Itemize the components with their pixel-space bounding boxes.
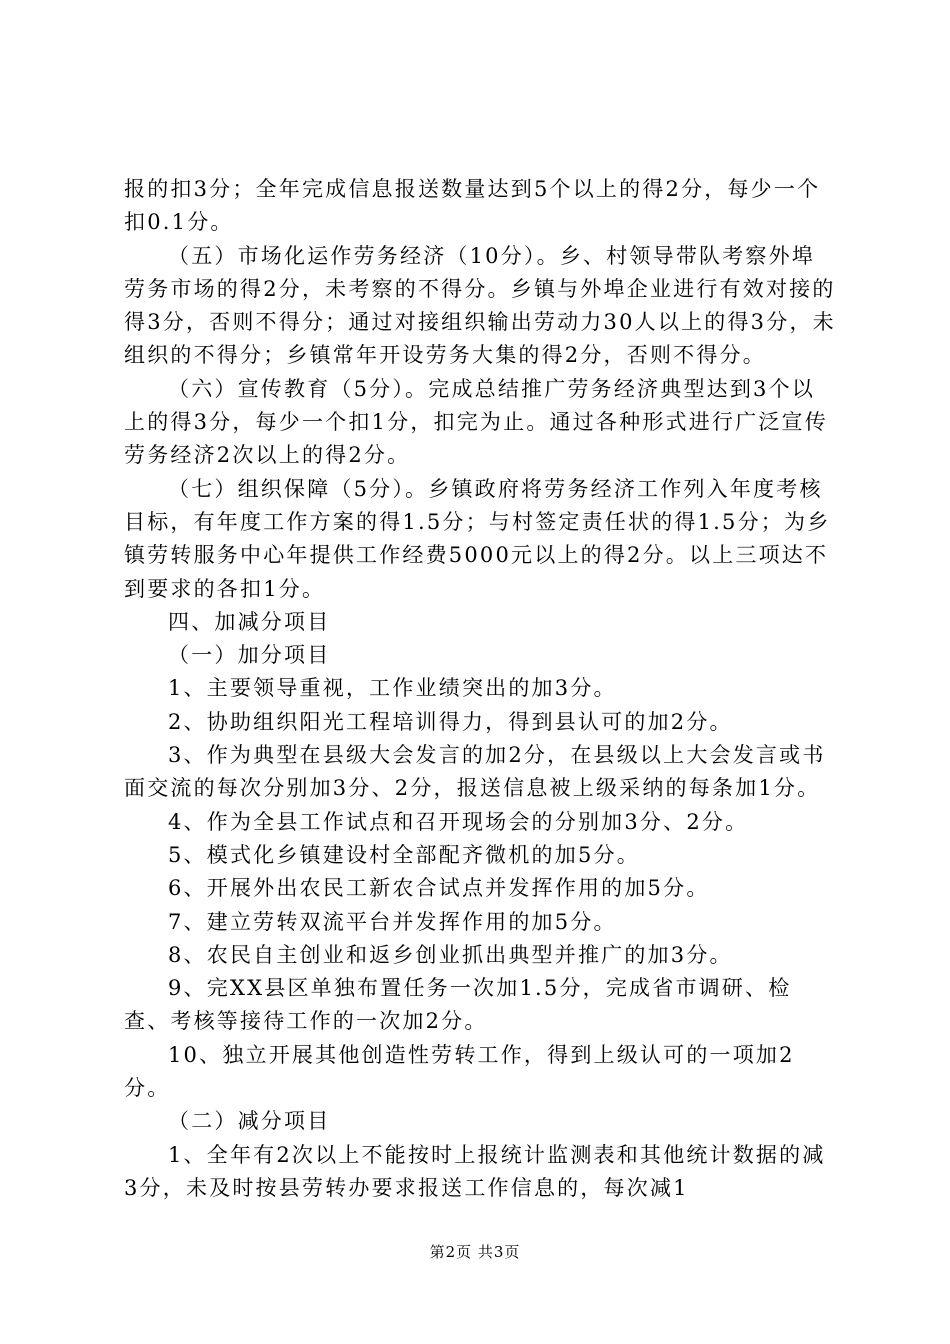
subsection-heading-bonus: （一）加分项目 bbox=[168, 643, 331, 668]
bonus-item-3: 3、作为典型在县级大会发言的加2分，在县级以上大会发言或书面交流的每次分别加3分、2分，报送信息被上级采纳的每条加1分。 bbox=[124, 743, 826, 801]
paragraph-4: （七）组织保障（5分）。乡镇政府将劳务经济工作列入年度考核目标，有年度工作方案的得1.5分；与村签定责任状的得1.5分；为乡镇劳转服务中心年提供工作经费5000元以上的得2分。以上三项达不到要求的各扣1分。 bbox=[124, 476, 831, 601]
bonus-item-10: 10、独立开展其他创造性劳转工作，得到上级认可的一项加2分。 bbox=[124, 1042, 795, 1101]
page-footer: 第2页 共3页 bbox=[429, 1243, 521, 1261]
deduction-item-1: 1、全年有2次以上不能按时上报统计监测表和其他统计数据的减3分，未及时按县劳转办要求报送工作信息的，每次减1 bbox=[124, 1142, 826, 1200]
bonus-item-4: 4、作为全县工作试点和召开现场会的分别加3分、2分。 bbox=[168, 809, 749, 834]
paragraph-3: （六）宣传教育（5分）。完成总结推广劳务经济典型达到3个以上的得3分，每少一个扣1分，扣完为止。通过各种形式进行广泛宣传劳务经济2次以上的得2分。 bbox=[124, 376, 828, 468]
bonus-item-8: 8、农民自主创业和返乡创业抓出典型并推广的加3分。 bbox=[168, 942, 733, 967]
paragraph-2: （五）市场化运作劳务经济（10分）。乡、村领导带队考察外埠劳务市场的得2分，未考察的不得分。乡镇与外埠企业进行有效对接的得3分，否则不得分；通过对接组织输出劳动力30人以上的得3分，未组织的不得分；乡镇常年开设劳务大集的得2分，否则不得分。 bbox=[124, 243, 836, 368]
bonus-item-1: 1、主要领导重视，工作业绩突出的加3分。 bbox=[168, 676, 617, 701]
bonus-item-7: 7、建立劳转双流平台并发挥作用的加5分。 bbox=[168, 909, 617, 934]
subsection-heading-deduction: （二）减分项目 bbox=[168, 1109, 331, 1134]
bonus-item-6: 6、开展外出农民工新农合试点并发挥作用的加5分。 bbox=[168, 876, 710, 901]
bonus-item-9: 9、完XX县区单独布置任务一次加1.5分，完成省市调研、检查、考核等接待工作的一次加2分。 bbox=[124, 976, 792, 1034]
bonus-item-2: 2、协助组织阳光工程培训得力，得到县认可的加2分。 bbox=[168, 709, 733, 734]
bonus-item-5: 5、模式化乡镇建设村全部配齐微机的加5分。 bbox=[168, 842, 640, 867]
paragraph-1: 报的扣3分；全年完成信息报送数量达到5个以上的得2分，每少一个扣0.1分。 bbox=[124, 177, 821, 235]
section-heading: 四、加减分项目 bbox=[168, 609, 331, 634]
document-body bbox=[124, 173, 836, 1205]
